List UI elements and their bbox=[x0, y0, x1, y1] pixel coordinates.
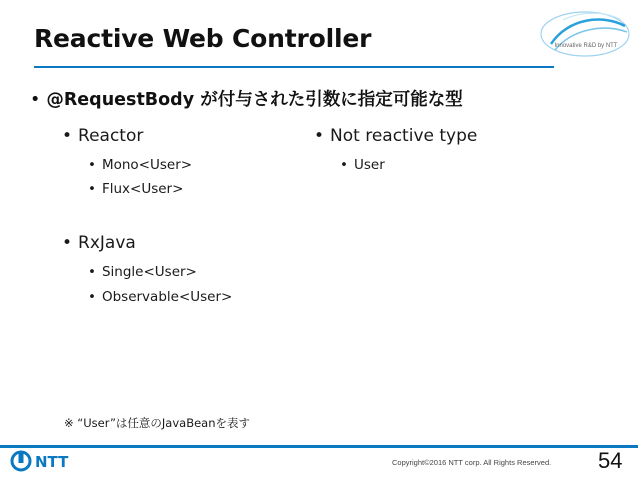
list-item-text: Observable<User> bbox=[101, 289, 233, 305]
list-item-text: Flux<User> bbox=[101, 181, 184, 197]
list-item bbox=[340, 157, 385, 173]
innovative-rnd-logo-icon bbox=[533, 6, 633, 66]
bullet-dot: • bbox=[88, 181, 96, 197]
logo-tagline: Innovative R&D by NTT bbox=[554, 43, 618, 49]
bullet-dot: • bbox=[88, 289, 96, 305]
group-not-reactive-label: Not reactive type bbox=[330, 126, 478, 146]
main-bullet-text: @RequestBody が付与された引数に指定可能な型 bbox=[46, 90, 463, 110]
footer-rule bbox=[0, 445, 638, 448]
ntt-logo-icon bbox=[10, 450, 80, 472]
list-item bbox=[88, 181, 183, 197]
group-not-reactive bbox=[314, 126, 477, 146]
group-reactor-label: Reactor bbox=[78, 126, 144, 146]
bullet-dot: • bbox=[314, 126, 325, 146]
bullet-dot: • bbox=[62, 126, 73, 146]
main-bullet bbox=[30, 86, 463, 111]
bullet-dot: • bbox=[30, 90, 41, 110]
copyright-text: Copyright©2016 NTT corp. All Rights Reserved. bbox=[392, 458, 552, 467]
footnote: ※ “User”は任意のJavaBeanを表す bbox=[64, 416, 250, 430]
list-item bbox=[88, 157, 192, 173]
bullet-dot: • bbox=[62, 233, 73, 253]
list-item bbox=[88, 264, 197, 280]
slide-title: Reactive Web Controller bbox=[34, 24, 372, 53]
bullet-dot: • bbox=[340, 157, 348, 173]
group-reactor bbox=[62, 126, 143, 146]
list-item-text: Single<User> bbox=[101, 264, 197, 280]
page-number: 54 bbox=[598, 448, 623, 473]
list-item bbox=[88, 289, 232, 305]
bullet-dot: • bbox=[88, 157, 96, 173]
ntt-logo-text: NTT bbox=[35, 453, 69, 471]
group-rxjava-label: RxJava bbox=[78, 233, 136, 253]
list-item-text: User bbox=[353, 157, 385, 173]
list-item-text: Mono<User> bbox=[101, 157, 193, 173]
title-underline bbox=[34, 66, 554, 68]
bullet-dot: • bbox=[88, 264, 96, 280]
group-rxjava bbox=[62, 233, 136, 253]
